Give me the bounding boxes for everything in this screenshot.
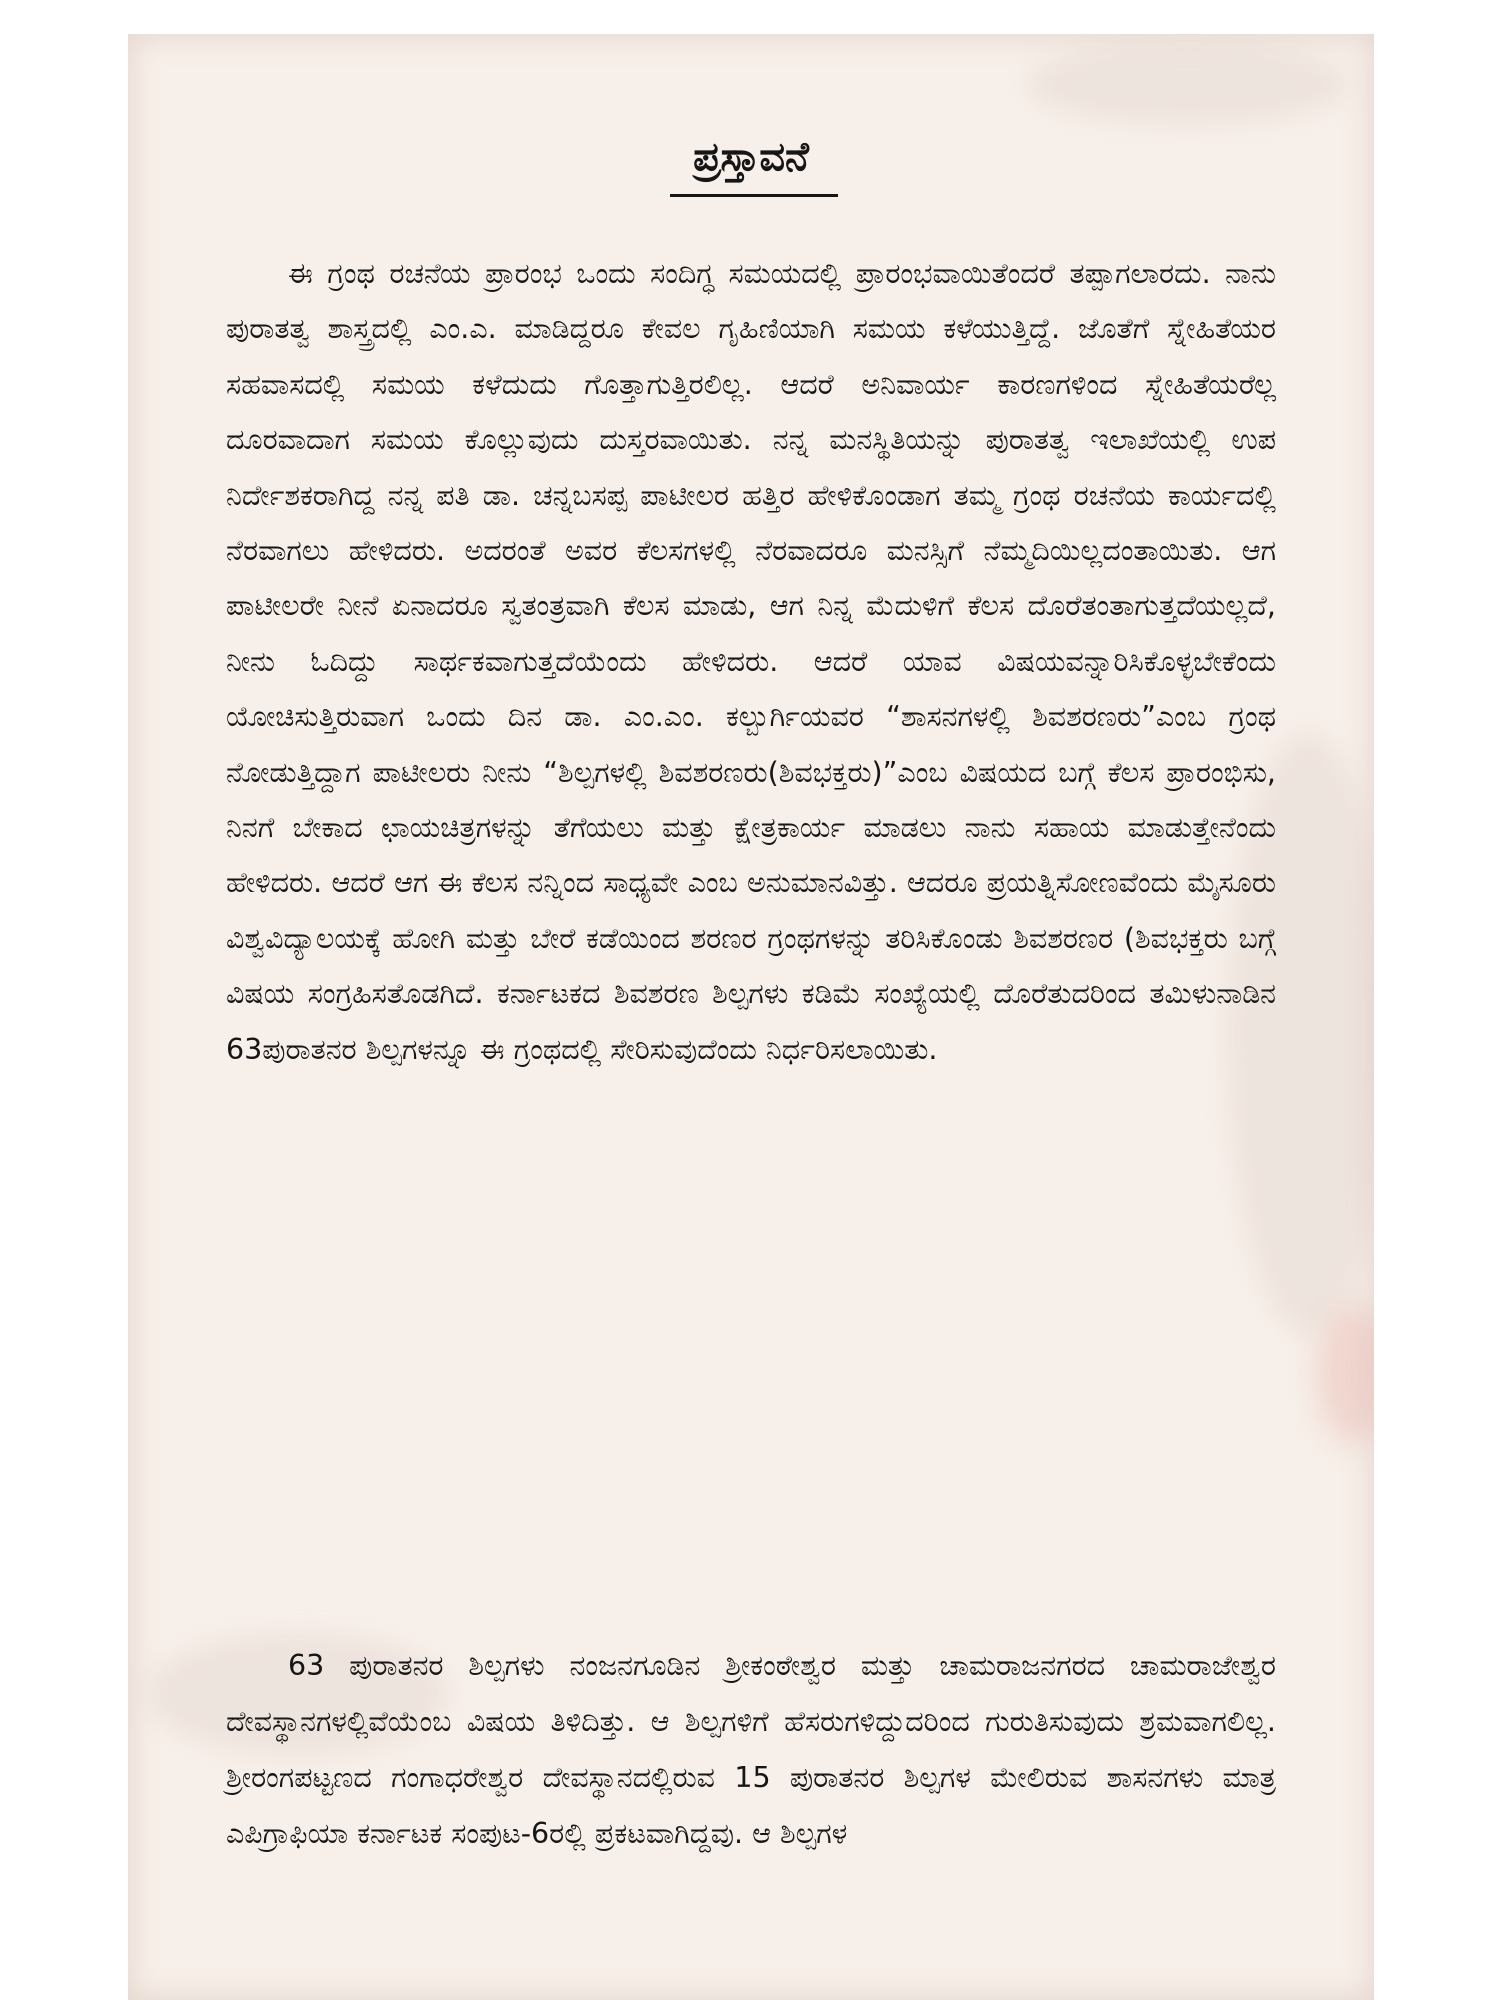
scanned-page [128, 34, 1374, 2000]
paragraph-1: ಈ ಗ್ರಂಥ ರಚನೆಯ ಪ್ರಾರಂಭ ಒಂದು ಸಂದಿಗ್ಧ ಸಮಯದಲ್ಲಿ ಪ್ರಾರಂಭವಾಯಿತೆಂದರೆ ತಪ್ಪಾಗಲಾರದು. ನಾನು ಪುರಾತತ್ವ ಶಾಸ್ತ್ರದಲ್ಲಿ ಎಂ.ಎ. ಮಾಡಿದ್ದರೂ ಕೇವಲ ಗೃಹಿಣಿಯಾಗಿ ಸಮಯ ಕಳೆಯುತ್ತಿದ್ದೆ. ಜೊತೆಗೆ ಸ್ನೇಹಿತೆಯರ ಸಹವಾಸದಲ್ಲಿ ಸಮಯ ಕಳೆದುದು ಗೊತ್ತಾಗುತ್ತಿರಲಿಲ್ಲ. ಆದರೆ ಅನಿವಾರ್ಯ ಕಾರಣಗಳಿಂದ ಸ್ನೇಹಿತೆಯರೆಲ್ಲ ದೂರವಾದಾಗ ಸಮಯ ಕೊಲ್ಲುವುದು ದುಸ್ತರವಾಯಿತು. ನನ್ನ ಮನಸ್ಥಿತಿಯನ್ನು ಪುರಾತತ್ವ ಇಲಾಖೆಯಲ್ಲಿ ಉಪ ನಿರ್ದೇಶಕರಾಗಿದ್ದ ನನ್ನ ಪತಿ ಡಾ. ಚನ್ನಬಸಪ್ಪ ಪಾಟೀಲರ ಹತ್ತಿರ ಹೇಳಿಕೊಂಡಾಗ ತಮ್ಮ ಗ್ರಂಥ ರಚನೆಯ ಕಾರ್ಯದಲ್ಲಿ ನೆರವಾಗಲು ಹೇಳಿದರು. ಅದರಂತೆ ಅವರ ಕೆಲಸಗಳಲ್ಲಿ ನೆರವಾದರೂ ಮನಸ್ಸಿಗೆ ನೆಮ್ಮದಿಯಿಲ್ಲದಂತಾಯಿತು. ಆಗ ಪಾಟೀಲರೇ ನೀನೆ ಏನಾದರೂ ಸ್ವತಂತ್ರವಾಗಿ ಕೆಲಸ ಮಾಡು, ಆಗ ನಿನ್ನ ಮೆದುಳಿಗೆ ಕೆಲಸ ದೊರೆತಂತಾಗುತ್ತದೆಯಲ್ಲದೆ, ನೀನು ಓದಿದ್ದು ಸಾರ್ಥಕವಾಗುತ್ತದೆಯೆಂದು ಹೇಳಿದರು. ಆದರೆ ಯಾವ ವಿಷಯವನ್ನಾರಿಸಿಕೊಳ್ಳಬೇಕೆಂದು ಯೋಚಿಸುತ್ತಿರುವಾಗ ಒಂದು ದಿನ ಡಾ. ಎಂ.ಎಂ. ಕಲ್ಬುರ್ಗಿಯವರ “ಶಾಸನಗಳಲ್ಲಿ ಶಿವಶರಣರು”ಎಂಬ ಗ್ರಂಥ ನೋಡುತ್ತಿದ್ದಾಗ ಪಾಟೀಲರು ನೀನು “ಶಿಲ್ಪಗಳಲ್ಲಿ ಶಿವಶರಣರು(ಶಿವಭಕ್ತರು)”ಎಂಬ ವಿಷಯದ ಬಗ್ಗೆ ಕೆಲಸ ಪ್ರಾರಂಭಿಸು, ನಿನಗೆ ಬೇಕಾದ ಛಾಯಚಿತ್ರಗಳನ್ನು ತೆಗೆಯಲು ಮತ್ತು ಕ್ಷೇತ್ರಕಾರ್ಯ ಮಾಡಲು ನಾನು ಸಹಾಯ ಮಾಡುತ್ತೇನೆಂದು ಹೇಳಿದರು. ಆದರೆ ಆಗ ಈ ಕೆಲಸ ನನ್ನಿಂದ ಸಾಧ್ಯವೇ ಎಂಬ ಅನುಮಾನವಿತ್ತು. ಆದರೂ ಪ್ರಯತ್ನಿಸೋಣವೆಂದು ಮೈಸೂರು ವಿಶ್ವವಿದ್ಯಾಲಯಕ್ಕೆ ಹೋಗಿ ಮತ್ತು ಬೇರೆ ಕಡೆಯಿಂದ ಶರಣರ ಗ್ರಂಥಗಳನ್ನು ತರಿಸಿಕೊಂಡು ಶಿವಶರಣರ (ಶಿವಭಕ್ತರು ಬಗ್ಗೆ ವಿಷಯ ಸಂಗ್ರಹಿಸತೊಡಗಿದೆ. ಕರ್ನಾಟಕದ ಶಿವಶರಣ ಶಿಲ್ಪಗಳು ಕಡಿಮೆ ಸಂಖ್ಯೆಯಲ್ಲಿ ದೊರೆತುದರಿಂದ ತಮಿಳುನಾಡಿನ 63ಪುರಾತನರ ಶಿಲ್ಪಗಳನ್ನೂ ಈ ಗ್ರಂಥದಲ್ಲಿ ಸೇರಿಸುವುದೆಂದು ನಿರ್ಧರಿಸಲಾಯಿತು. [226, 257, 1276, 1066]
paragraph-2: 63 ಪುರಾತನರ ಶಿಲ್ಪಗಳು ನಂಜನಗೂಡಿನ ಶ್ರೀಕಂಠೇಶ್ವರ ಮತ್ತು ಚಾಮರಾಜನಗರದ ಚಾಮರಾಜೇಶ್ವರ ದೇವಸ್ಥಾನಗಳಲ್ಲಿವೆಯೆಂಬ ವಿಷಯ ತಿಳಿದಿತ್ತು. ಆ ಶಿಲ್ಪಗಳಿಗೆ ಹೆಸರುಗಳಿದ್ದುದರಿಂದ ಗುರುತಿಸುವುದು ಶ್ರಮವಾಗಲಿಲ್ಲ. ಶ್ರೀರಂಗಪಟ್ಟಣದ ಗಂಗಾಧರೇಶ್ವರ ದೇವಸ್ಥಾನದಲ್ಲಿರುವ 15 ಪುರಾತನರ ಶಿಲ್ಪಗಳ ಮೇಲಿರುವ ಶಾಸನಗಳು ಮಾತ್ರ ಎಪಿಗ್ರಾಫಿಯಾ ಕರ್ನಾಟಕ ಸಂಪುಟ-6ರಲ್ಲಿ ಪ್ರಕಟವಾಗಿದ್ದವು. ಆ ಶಿಲ್ಪಗಳ [226, 1649, 1276, 1850]
title-underline [670, 194, 838, 197]
show-through-ink [1028, 44, 1348, 124]
page-title: ಪ್ರಸ್ತಾವನೆ [693, 134, 809, 180]
